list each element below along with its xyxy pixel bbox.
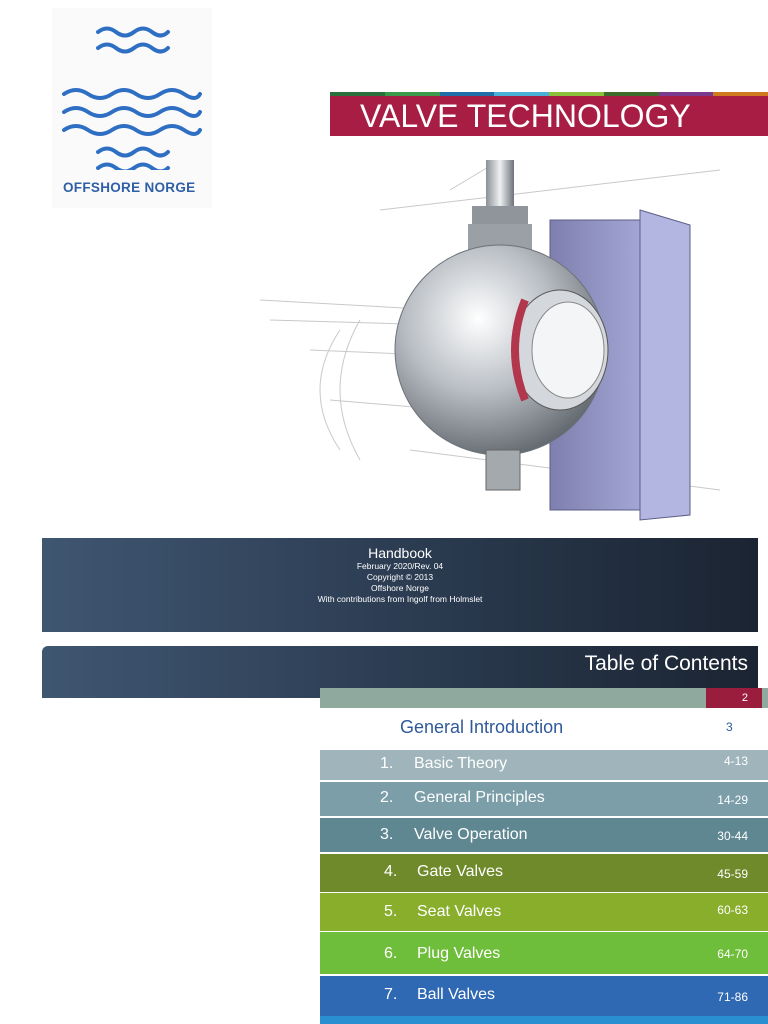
offshore-norge-logo — [52, 8, 212, 208]
toc-item-label: General Principles — [414, 789, 545, 806]
handbook-info — [42, 538, 758, 632]
toc-title: Table of Contents — [584, 652, 748, 675]
toc-item-number: 1. — [380, 755, 394, 772]
toc-item-basic-theory[interactable] — [320, 750, 768, 780]
page-badge-tail — [762, 688, 768, 708]
toc-item-pages: 60-63 — [717, 903, 748, 917]
toc-item-pages: 71-86 — [717, 990, 748, 1004]
toc-item-label: Seat Valves — [417, 903, 502, 920]
handbook-contributors: With contributions from Ingolf from Holmslet — [317, 594, 483, 604]
toc-item-label: Plug Valves — [417, 945, 501, 962]
toc-item-ball-valves[interactable] — [320, 976, 768, 1016]
waves-icon — [60, 20, 204, 170]
page-number-badge: 2 — [706, 688, 762, 708]
toc-item-general-principles[interactable] — [320, 782, 768, 816]
toc-item-label: Basic Theory — [414, 755, 508, 772]
toc-item-number: 2. — [380, 789, 394, 806]
toc-general-introduction[interactable]: General Introduction — [400, 717, 564, 737]
toc-strip — [320, 688, 706, 708]
toc-item-pages: 64-70 — [717, 947, 748, 961]
toc-next-item-edge — [320, 1016, 768, 1024]
toc-item-pages: 4-13 — [723, 754, 748, 768]
handbook-title: Handbook — [368, 545, 432, 561]
toc-item-number: 4. — [384, 863, 398, 880]
toc-item-number: 6. — [384, 945, 398, 962]
logo-text: OFFSHORE NORGE — [63, 180, 196, 195]
toc-item-number: 3. — [380, 826, 394, 843]
toc-item-valve-operation[interactable] — [320, 818, 768, 852]
handbook-date: February 2020/Rev. 04 — [356, 561, 444, 571]
handbook-publisher: Offshore Norge — [371, 583, 429, 593]
toc-item-plug-valves[interactable] — [320, 932, 768, 974]
toc-item-seat-valves[interactable] — [320, 893, 768, 931]
toc-item-pages: 45-59 — [717, 867, 748, 881]
toc-item-pages: 14-29 — [717, 793, 748, 807]
toc-item-gate-valves[interactable] — [320, 854, 768, 892]
page-title: VALVE TECHNOLOGY — [330, 96, 768, 136]
toc-item-number: 7. — [384, 986, 398, 1003]
toc-item-label: Valve Operation — [414, 826, 528, 843]
handbook-copyright: Copyright © 2013 — [366, 572, 434, 582]
toc-item-label: Gate Valves — [417, 863, 503, 880]
toc-item-pages: 30-44 — [717, 829, 748, 843]
toc-item-number: 5. — [384, 903, 398, 920]
toc-general-introduction-pages: 3 — [726, 720, 733, 734]
toc-item-label: Ball Valves — [417, 986, 495, 1003]
valve-illustration — [250, 150, 768, 525]
